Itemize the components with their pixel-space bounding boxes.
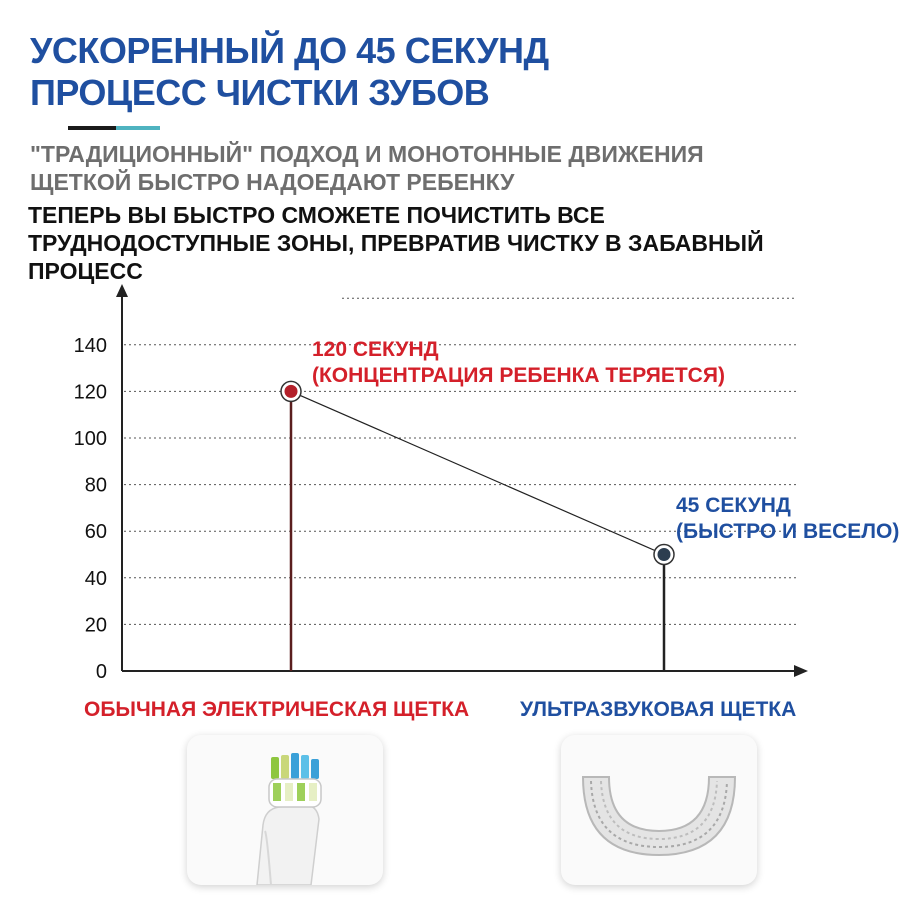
category-label-regular: ОБЫЧНАЯ ЭЛЕКТРИЧЕСКАЯ ЩЕТКА <box>84 698 470 721</box>
category-label-ultrasonic: УЛЬТРАЗВУКОВАЯ ЩЕТКА <box>520 698 797 721</box>
lead-line: ТЕПЕРЬ ВЫ БЫСТРО СМОЖЕТЕ ПОЧИСТИТЬ ВСЕ <box>28 202 605 228</box>
subtitle-line: ЩЕТКОЙ БЫСТРО НАДОЕДАЮТ РЕБЕНКУ <box>30 169 515 195</box>
data-point <box>285 385 298 398</box>
product-card-ultrasonic <box>561 735 757 885</box>
y-tick-label: 60 <box>84 521 107 544</box>
annotation-ultrasonic <box>676 493 899 545</box>
lead-line: ПРОЦЕСС <box>28 258 143 284</box>
product-card-regular <box>187 735 383 885</box>
annotation-value: 45 СЕКУНД <box>676 494 791 517</box>
title-line: УСКОРЕННЫЙ ДО 45 СЕКУНД <box>30 30 549 71</box>
y-tick-label: 80 <box>84 474 107 497</box>
data-point <box>658 548 671 561</box>
lead-line: ТРУДНОДОСТУПНЫЕ ЗОНЫ, ПРЕВРАТИВ ЧИСТКУ В ЗАБАВНЫЙ <box>28 230 764 256</box>
y-tick-label: 20 <box>84 614 107 637</box>
electric-toothbrush-head-icon <box>187 735 383 885</box>
y-tick-label: 100 <box>73 428 107 450</box>
y-tick-label: 140 <box>73 334 107 357</box>
y-axis-arrow <box>116 284 128 297</box>
subtitle-line: "ТРАДИЦИОННЫЙ" ПОДХОД И МОНОТОННЫЕ ДВИЖЕНИЯ <box>30 141 704 167</box>
annotation-note: (БЫСТРО И ВЕСЕЛО) <box>676 520 900 543</box>
annotation-regular <box>312 337 725 389</box>
u-shaped-toothbrush-icon <box>561 735 757 885</box>
title-line: ПРОЦЕСС ЧИСТКИ ЗУБОВ <box>30 72 490 113</box>
series-line <box>291 391 664 554</box>
annotation-value: 120 СЕКУНД <box>312 338 439 361</box>
y-tick-label: 0 <box>95 661 107 683</box>
annotation-note: (КОНЦЕНТРАЦИЯ РЕБЕНКА ТЕРЯЕТСЯ) <box>312 364 725 387</box>
y-tick-label: 40 <box>84 567 107 590</box>
x-axis-arrow <box>794 665 808 677</box>
y-tick-label: 120 <box>73 381 107 404</box>
